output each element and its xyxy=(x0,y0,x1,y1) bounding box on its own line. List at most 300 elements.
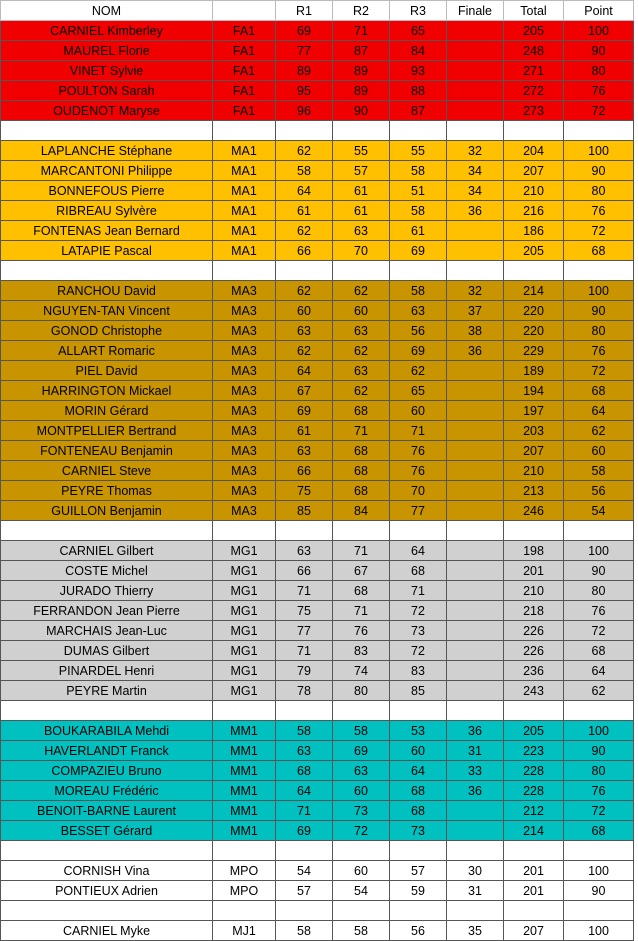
cell-nom: COMPAZIEU Bruno xyxy=(1,761,213,781)
cell-point: 76 xyxy=(564,341,634,361)
table-row xyxy=(1,41,634,61)
cell-category: MA3 xyxy=(213,281,276,301)
cell-total: 212 xyxy=(504,801,564,821)
table-row xyxy=(1,781,634,801)
table-row xyxy=(1,181,634,201)
cell-nom: FONTENAS Jean Bernard xyxy=(1,221,213,241)
cell-finale xyxy=(447,361,504,381)
empty-cell xyxy=(276,901,333,921)
header-nom: NOM xyxy=(1,1,213,21)
cell-r1: 75 xyxy=(276,601,333,621)
cell-r3: 83 xyxy=(390,661,447,681)
cell-r1: 62 xyxy=(276,341,333,361)
cell-r1: 78 xyxy=(276,681,333,701)
cell-point: 68 xyxy=(564,381,634,401)
cell-r3: 87 xyxy=(390,101,447,121)
empty-cell xyxy=(504,261,564,281)
cell-finale xyxy=(447,61,504,81)
cell-r2: 70 xyxy=(333,241,390,261)
empty-cell xyxy=(213,701,276,721)
cell-point: 80 xyxy=(564,321,634,341)
empty-cell xyxy=(333,261,390,281)
cell-point: 62 xyxy=(564,681,634,701)
cell-r1: 75 xyxy=(276,481,333,501)
empty-cell xyxy=(447,901,504,921)
cell-nom: POULTON Sarah xyxy=(1,81,213,101)
cell-nom: MORIN Gérard xyxy=(1,401,213,421)
cell-category: MA3 xyxy=(213,501,276,521)
cell-total: 207 xyxy=(504,441,564,461)
cell-r3: 53 xyxy=(390,721,447,741)
empty-cell xyxy=(504,701,564,721)
cell-category: MM1 xyxy=(213,761,276,781)
cell-nom: FONTENEAU Benjamin xyxy=(1,441,213,461)
cell-finale xyxy=(447,801,504,821)
cell-nom: DUMAS Gilbert xyxy=(1,641,213,661)
table-row xyxy=(1,61,634,81)
table-row xyxy=(1,241,634,261)
table-row xyxy=(1,421,634,441)
table-row xyxy=(1,621,634,641)
cell-finale: 36 xyxy=(447,341,504,361)
table-row xyxy=(1,281,634,301)
cell-nom: BENOIT-BARNE Laurent xyxy=(1,801,213,821)
header-r3: R3 xyxy=(390,1,447,21)
cell-r1: 66 xyxy=(276,241,333,261)
cell-category: MA1 xyxy=(213,221,276,241)
table-row xyxy=(1,341,634,361)
cell-r3: 60 xyxy=(390,741,447,761)
cell-finale xyxy=(447,421,504,441)
cell-r3: 64 xyxy=(390,541,447,561)
table-row xyxy=(1,761,634,781)
cell-category: MM1 xyxy=(213,821,276,841)
cell-nom: RANCHOU David xyxy=(1,281,213,301)
cell-category: MA3 xyxy=(213,341,276,361)
cell-r2: 63 xyxy=(333,761,390,781)
cell-finale xyxy=(447,101,504,121)
cell-r1: 71 xyxy=(276,641,333,661)
cell-r1: 96 xyxy=(276,101,333,121)
cell-point: 72 xyxy=(564,801,634,821)
cell-r2: 57 xyxy=(333,161,390,181)
cell-finale: 33 xyxy=(447,761,504,781)
cell-total: 228 xyxy=(504,761,564,781)
empty-cell xyxy=(276,841,333,861)
cell-r3: 51 xyxy=(390,181,447,201)
cell-category: MA3 xyxy=(213,421,276,441)
cell-total: 205 xyxy=(504,241,564,261)
cell-total: 271 xyxy=(504,61,564,81)
cell-finale xyxy=(447,541,504,561)
cell-finale xyxy=(447,461,504,481)
cell-point: 54 xyxy=(564,501,634,521)
cell-r3: 68 xyxy=(390,801,447,821)
cell-finale: 32 xyxy=(447,281,504,301)
cell-r1: 62 xyxy=(276,221,333,241)
cell-point: 76 xyxy=(564,781,634,801)
cell-point: 80 xyxy=(564,61,634,81)
cell-r2: 61 xyxy=(333,201,390,221)
empty-cell xyxy=(447,121,504,141)
cell-point: 58 xyxy=(564,461,634,481)
cell-total: 204 xyxy=(504,141,564,161)
cell-nom: LAPLANCHE Stéphane xyxy=(1,141,213,161)
cell-r3: 68 xyxy=(390,781,447,801)
cell-total: 272 xyxy=(504,81,564,101)
cell-r1: 95 xyxy=(276,81,333,101)
cell-finale: 34 xyxy=(447,181,504,201)
cell-total: 205 xyxy=(504,21,564,41)
empty-cell xyxy=(213,841,276,861)
empty-cell xyxy=(447,701,504,721)
cell-r2: 58 xyxy=(333,921,390,941)
table-row xyxy=(1,581,634,601)
cell-total: 229 xyxy=(504,341,564,361)
cell-finale xyxy=(447,481,504,501)
cell-total: 201 xyxy=(504,561,564,581)
cell-nom: BOUKARABILA Mehdi xyxy=(1,721,213,741)
empty-cell xyxy=(564,701,634,721)
table-row xyxy=(1,441,634,461)
cell-category: MA3 xyxy=(213,381,276,401)
cell-nom: MARCANTONI Philippe xyxy=(1,161,213,181)
cell-finale xyxy=(447,661,504,681)
cell-finale xyxy=(447,641,504,661)
cell-r1: 71 xyxy=(276,581,333,601)
header-point: Point xyxy=(564,1,634,21)
cell-point: 100 xyxy=(564,141,634,161)
cell-r3: 71 xyxy=(390,581,447,601)
cell-r1: 63 xyxy=(276,441,333,461)
cell-r1: 66 xyxy=(276,561,333,581)
cell-r3: 84 xyxy=(390,41,447,61)
cell-r2: 74 xyxy=(333,661,390,681)
cell-nom: PIEL David xyxy=(1,361,213,381)
cell-nom: GUILLON Benjamin xyxy=(1,501,213,521)
cell-finale xyxy=(447,821,504,841)
cell-r2: 76 xyxy=(333,621,390,641)
cell-total: 203 xyxy=(504,421,564,441)
table-row xyxy=(1,81,634,101)
cell-total: 248 xyxy=(504,41,564,61)
cell-r1: 64 xyxy=(276,361,333,381)
cell-category: FA1 xyxy=(213,21,276,41)
cell-r3: 65 xyxy=(390,381,447,401)
cell-point: 100 xyxy=(564,281,634,301)
table-row xyxy=(1,301,634,321)
cell-point: 90 xyxy=(564,301,634,321)
cell-r1: 63 xyxy=(276,541,333,561)
cell-r2: 60 xyxy=(333,861,390,881)
cell-finale: 36 xyxy=(447,721,504,741)
cell-r3: 57 xyxy=(390,861,447,881)
cell-r3: 58 xyxy=(390,201,447,221)
cell-r2: 68 xyxy=(333,461,390,481)
cell-category: MA3 xyxy=(213,321,276,341)
empty-cell xyxy=(447,521,504,541)
empty-cell xyxy=(1,701,213,721)
cell-r2: 71 xyxy=(333,21,390,41)
cell-total: 210 xyxy=(504,461,564,481)
cell-total: 228 xyxy=(504,781,564,801)
cell-category: MG1 xyxy=(213,601,276,621)
cell-r1: 69 xyxy=(276,401,333,421)
cell-finale xyxy=(447,41,504,61)
separator-row xyxy=(1,521,634,541)
cell-r3: 60 xyxy=(390,401,447,421)
separator-row xyxy=(1,841,634,861)
cell-point: 80 xyxy=(564,181,634,201)
cell-total: 214 xyxy=(504,281,564,301)
table-row xyxy=(1,161,634,181)
table-row xyxy=(1,21,634,41)
table-row xyxy=(1,101,634,121)
cell-point: 68 xyxy=(564,641,634,661)
empty-cell xyxy=(390,521,447,541)
cell-point: 90 xyxy=(564,561,634,581)
empty-cell xyxy=(390,901,447,921)
empty-cell xyxy=(213,121,276,141)
cell-category: MG1 xyxy=(213,561,276,581)
cell-r2: 68 xyxy=(333,441,390,461)
empty-cell xyxy=(390,701,447,721)
empty-cell xyxy=(333,901,390,921)
cell-nom: MOREAU Frédéric xyxy=(1,781,213,801)
cell-r2: 63 xyxy=(333,361,390,381)
cell-category: MA1 xyxy=(213,201,276,221)
cell-point: 100 xyxy=(564,861,634,881)
cell-nom: JURADO Thierry xyxy=(1,581,213,601)
table-row xyxy=(1,561,634,581)
cell-r3: 59 xyxy=(390,881,447,901)
cell-r1: 58 xyxy=(276,921,333,941)
cell-r3: 88 xyxy=(390,81,447,101)
separator-row xyxy=(1,121,634,141)
cell-r1: 77 xyxy=(276,41,333,61)
empty-cell xyxy=(276,121,333,141)
cell-total: 216 xyxy=(504,201,564,221)
cell-r2: 62 xyxy=(333,341,390,361)
cell-finale xyxy=(447,241,504,261)
cell-finale: 36 xyxy=(447,781,504,801)
cell-point: 72 xyxy=(564,621,634,641)
results-body xyxy=(1,21,634,941)
cell-total: 201 xyxy=(504,881,564,901)
cell-r1: 58 xyxy=(276,721,333,741)
cell-nom: GONOD Christophe xyxy=(1,321,213,341)
table-row xyxy=(1,921,634,941)
cell-r2: 89 xyxy=(333,61,390,81)
separator-row xyxy=(1,261,634,281)
empty-cell xyxy=(333,121,390,141)
cell-r3: 65 xyxy=(390,21,447,41)
cell-point: 90 xyxy=(564,741,634,761)
cell-finale: 37 xyxy=(447,301,504,321)
cell-r3: 70 xyxy=(390,481,447,501)
cell-point: 90 xyxy=(564,161,634,181)
cell-category: MA3 xyxy=(213,301,276,321)
cell-total: 205 xyxy=(504,721,564,741)
cell-total: 198 xyxy=(504,541,564,561)
cell-r1: 64 xyxy=(276,181,333,201)
cell-nom: CARNIEL Gilbert xyxy=(1,541,213,561)
cell-category: MA3 xyxy=(213,481,276,501)
cell-r2: 58 xyxy=(333,721,390,741)
cell-total: 201 xyxy=(504,861,564,881)
cell-nom: MAUREL Florie xyxy=(1,41,213,61)
cell-category: MM1 xyxy=(213,721,276,741)
cell-category: MA3 xyxy=(213,441,276,461)
cell-nom: VINET Sylvie xyxy=(1,61,213,81)
cell-point: 80 xyxy=(564,761,634,781)
cell-r1: 63 xyxy=(276,741,333,761)
cell-category: FA1 xyxy=(213,101,276,121)
cell-category: MA1 xyxy=(213,181,276,201)
cell-total: 207 xyxy=(504,161,564,181)
cell-category: MM1 xyxy=(213,741,276,761)
table-row xyxy=(1,361,634,381)
cell-r3: 58 xyxy=(390,161,447,181)
cell-nom: RIBREAU Sylvère xyxy=(1,201,213,221)
separator-row xyxy=(1,901,634,921)
cell-nom: CARNIEL Steve xyxy=(1,461,213,481)
cell-point: 100 xyxy=(564,21,634,41)
cell-finale: 31 xyxy=(447,881,504,901)
empty-cell xyxy=(333,521,390,541)
cell-category: MG1 xyxy=(213,681,276,701)
empty-cell xyxy=(390,121,447,141)
cell-total: 210 xyxy=(504,581,564,601)
header-row xyxy=(1,1,634,21)
empty-cell xyxy=(564,841,634,861)
cell-r2: 55 xyxy=(333,141,390,161)
cell-category: MG1 xyxy=(213,641,276,661)
empty-cell xyxy=(333,841,390,861)
table-row xyxy=(1,801,634,821)
cell-nom: BONNEFOUS Pierre xyxy=(1,181,213,201)
cell-finale: 35 xyxy=(447,921,504,941)
cell-r1: 68 xyxy=(276,761,333,781)
cell-nom: PONTIEUX Adrien xyxy=(1,881,213,901)
empty-cell xyxy=(1,901,213,921)
cell-point: 68 xyxy=(564,821,634,841)
separator-row xyxy=(1,701,634,721)
cell-finale xyxy=(447,441,504,461)
cell-r2: 80 xyxy=(333,681,390,701)
cell-finale xyxy=(447,681,504,701)
cell-r2: 90 xyxy=(333,101,390,121)
cell-r1: 62 xyxy=(276,281,333,301)
cell-r3: 58 xyxy=(390,281,447,301)
cell-r1: 89 xyxy=(276,61,333,81)
cell-finale xyxy=(447,221,504,241)
cell-r3: 55 xyxy=(390,141,447,161)
cell-r2: 72 xyxy=(333,821,390,841)
cell-total: 226 xyxy=(504,641,564,661)
cell-point: 90 xyxy=(564,41,634,61)
cell-point: 100 xyxy=(564,921,634,941)
cell-nom: MARCHAIS Jean-Luc xyxy=(1,621,213,641)
cell-r3: 85 xyxy=(390,681,447,701)
cell-total: 186 xyxy=(504,221,564,241)
cell-finale: 34 xyxy=(447,161,504,181)
cell-r1: 66 xyxy=(276,461,333,481)
cell-finale xyxy=(447,581,504,601)
empty-cell xyxy=(504,121,564,141)
cell-point: 76 xyxy=(564,601,634,621)
cell-r3: 72 xyxy=(390,641,447,661)
cell-r2: 84 xyxy=(333,501,390,521)
cell-r2: 60 xyxy=(333,301,390,321)
cell-point: 100 xyxy=(564,721,634,741)
table-row xyxy=(1,481,634,501)
table-row xyxy=(1,501,634,521)
cell-total: 214 xyxy=(504,821,564,841)
table-row xyxy=(1,681,634,701)
cell-r1: 77 xyxy=(276,621,333,641)
cell-nom: CARNIEL Kimberley xyxy=(1,21,213,41)
cell-point: 68 xyxy=(564,241,634,261)
cell-finale xyxy=(447,81,504,101)
table-row xyxy=(1,861,634,881)
cell-nom: COSTE Michel xyxy=(1,561,213,581)
cell-category: MG1 xyxy=(213,581,276,601)
cell-total: 213 xyxy=(504,481,564,501)
cell-r2: 54 xyxy=(333,881,390,901)
cell-r1: 85 xyxy=(276,501,333,521)
table-row xyxy=(1,401,634,421)
cell-point: 72 xyxy=(564,221,634,241)
cell-r1: 57 xyxy=(276,881,333,901)
cell-r1: 79 xyxy=(276,661,333,681)
empty-cell xyxy=(276,261,333,281)
cell-category: MM1 xyxy=(213,781,276,801)
cell-point: 64 xyxy=(564,661,634,681)
cell-total: 246 xyxy=(504,501,564,521)
cell-finale xyxy=(447,601,504,621)
table-row xyxy=(1,881,634,901)
cell-r3: 93 xyxy=(390,61,447,81)
cell-nom: NGUYEN-TAN Vincent xyxy=(1,301,213,321)
table-row xyxy=(1,381,634,401)
cell-finale: 31 xyxy=(447,741,504,761)
cell-nom: FERRANDON Jean Pierre xyxy=(1,601,213,621)
cell-total: 243 xyxy=(504,681,564,701)
cell-r1: 62 xyxy=(276,141,333,161)
cell-r1: 54 xyxy=(276,861,333,881)
cell-category: FA1 xyxy=(213,81,276,101)
cell-r1: 64 xyxy=(276,781,333,801)
cell-r2: 71 xyxy=(333,601,390,621)
cell-nom: PEYRE Martin xyxy=(1,681,213,701)
cell-finale xyxy=(447,561,504,581)
cell-r3: 73 xyxy=(390,821,447,841)
cell-nom: HAVERLANDT Franck xyxy=(1,741,213,761)
empty-cell xyxy=(504,521,564,541)
cell-total: 218 xyxy=(504,601,564,621)
cell-r3: 76 xyxy=(390,461,447,481)
cell-nom: ALLART Romaric xyxy=(1,341,213,361)
header-r2: R2 xyxy=(333,1,390,21)
cell-r3: 69 xyxy=(390,241,447,261)
empty-cell xyxy=(1,521,213,541)
cell-finale: 36 xyxy=(447,201,504,221)
header-finale: Finale xyxy=(447,1,504,21)
empty-cell xyxy=(276,701,333,721)
cell-nom: HARRINGTON Mickael xyxy=(1,381,213,401)
cell-r3: 69 xyxy=(390,341,447,361)
